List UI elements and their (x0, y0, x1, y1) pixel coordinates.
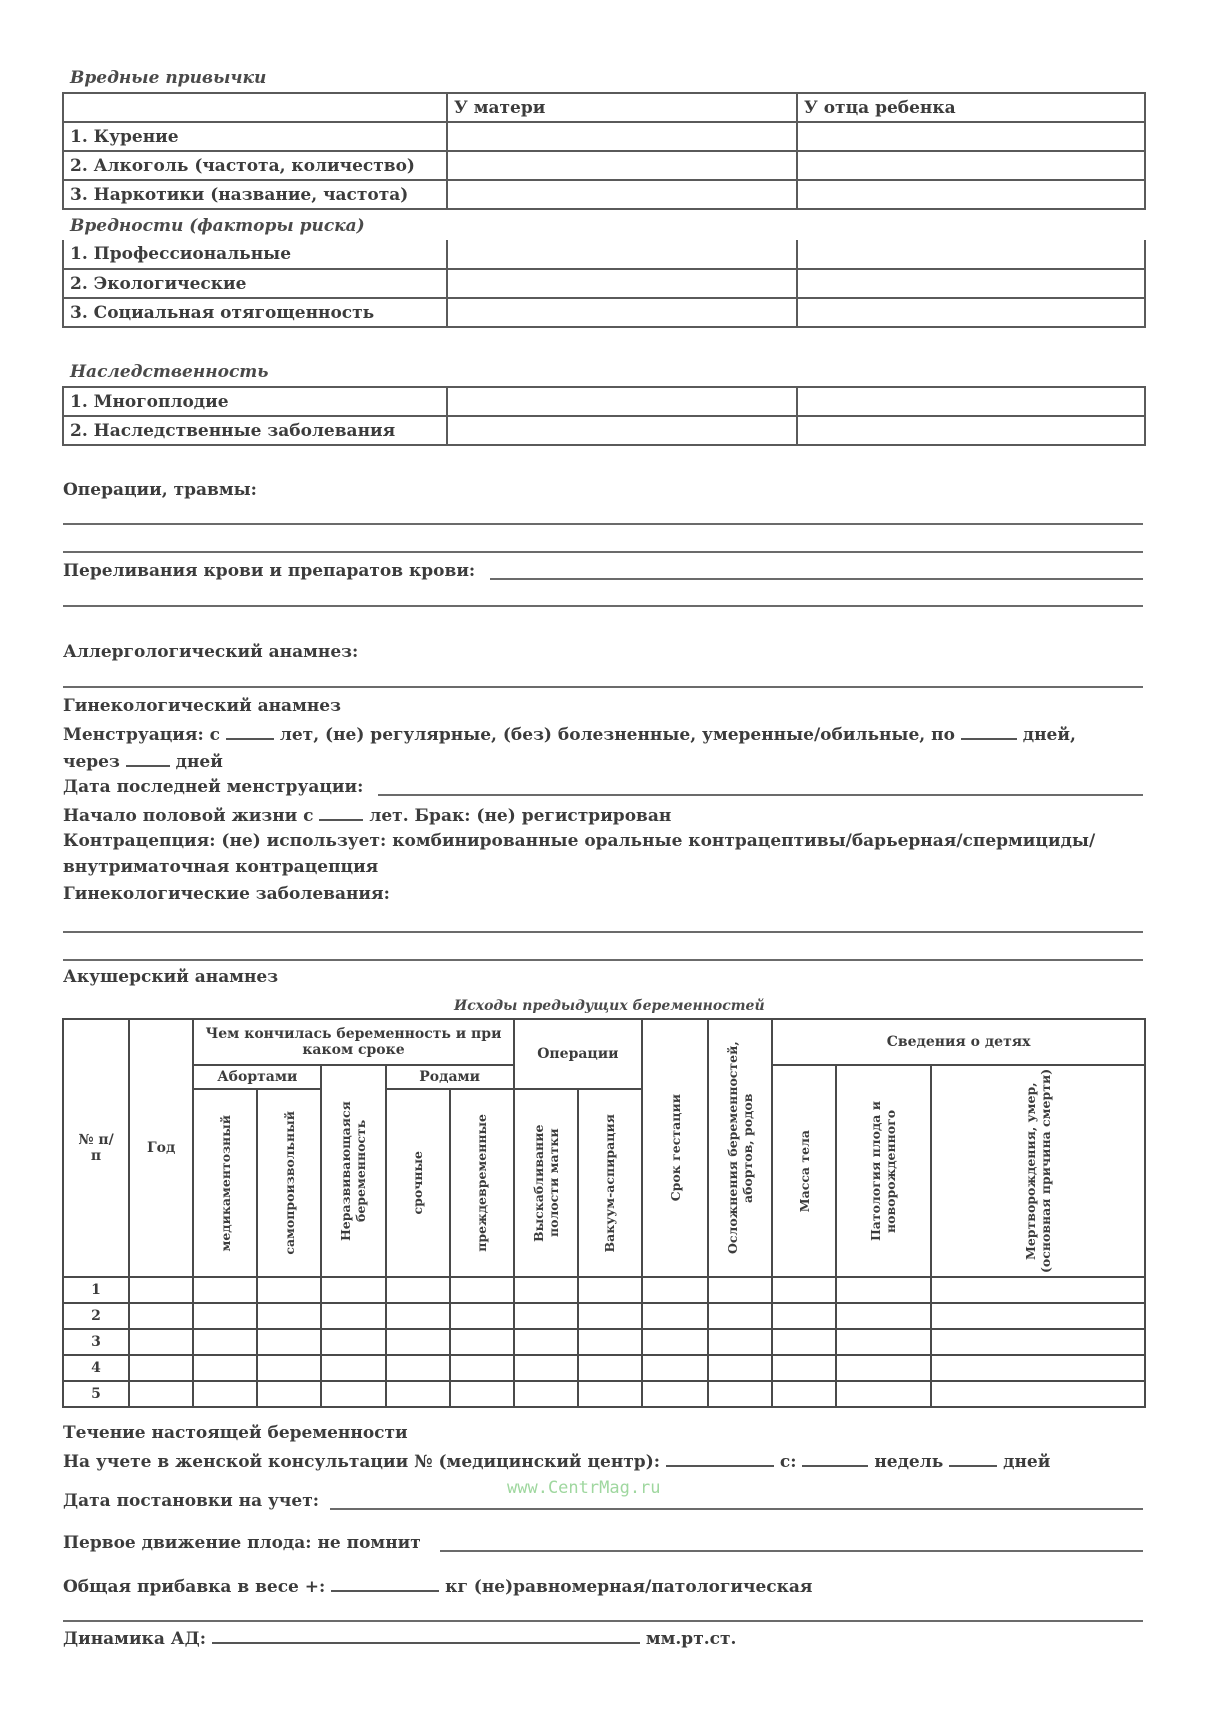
obstetric-table (62, 1018, 1146, 1408)
cell[interactable] (836, 1303, 930, 1329)
cell[interactable] (450, 1329, 514, 1355)
gynecological-diseases-line-2[interactable] (63, 959, 1143, 961)
header-gestation-text: Срок гестации (667, 1094, 683, 1202)
cell[interactable] (772, 1277, 836, 1303)
row-label: 2. Наследственные заболевания (63, 416, 447, 445)
cell[interactable] (514, 1303, 578, 1329)
row-number: 2 (63, 1303, 129, 1329)
header-vacuum (578, 1089, 642, 1277)
header-year: Год (129, 1019, 193, 1277)
cell[interactable] (129, 1381, 193, 1407)
header-cell-empty (63, 93, 447, 122)
marriage-label: лет. Брак: (не) регистрирован (369, 806, 672, 826)
mother-input-cell[interactable] (447, 240, 797, 269)
cell[interactable] (129, 1303, 193, 1329)
header-abortions: Абортами (193, 1065, 321, 1089)
table-row (63, 298, 1145, 327)
cell[interactable] (931, 1355, 1146, 1381)
bp-unit-label: мм.рт.ст. (645, 1629, 737, 1649)
father-input-cell[interactable] (797, 298, 1145, 327)
obstetric-table-caption: Исходы предыдущих беременностей (454, 998, 765, 1014)
menstruation-through-label: через (63, 752, 120, 772)
contraception-line-1: Контрацепция: (не) использует: комбинированные оральные контрацептивы/барьерная/спермициды/ (63, 831, 1096, 851)
cell[interactable] (321, 1277, 385, 1303)
transfusions-line-1[interactable] (490, 578, 1143, 580)
cell[interactable] (450, 1381, 514, 1407)
cell[interactable] (836, 1329, 930, 1355)
father-input-cell[interactable] (797, 269, 1145, 298)
header-term-text: срочные (410, 1151, 426, 1215)
cell[interactable] (129, 1329, 193, 1355)
father-input-cell[interactable] (797, 151, 1145, 180)
gynecological-diseases-line-1[interactable] (63, 931, 1143, 933)
sexual-life-label: Начало половой жизни с (63, 806, 314, 826)
header-births: Родами (386, 1065, 514, 1089)
cell[interactable] (578, 1303, 642, 1329)
header-curettage (514, 1089, 578, 1277)
cell[interactable] (321, 1381, 385, 1407)
cell[interactable] (129, 1355, 193, 1381)
cell[interactable] (772, 1381, 836, 1407)
cell[interactable] (257, 1381, 321, 1407)
weight-gain-field[interactable] (331, 1575, 439, 1592)
current-pregnancy-title: Течение настоящей беременности (63, 1423, 408, 1443)
weeks-field[interactable] (802, 1450, 868, 1467)
last-menstruation-field[interactable] (378, 794, 1143, 796)
bad-habits-title: Вредные привычки (70, 68, 267, 88)
row-number: 4 (63, 1355, 129, 1381)
header-complications (708, 1019, 772, 1277)
cell[interactable] (386, 1303, 450, 1329)
cell[interactable] (386, 1381, 450, 1407)
cell[interactable] (450, 1277, 514, 1303)
menstruation-cycle-line (63, 750, 223, 772)
cell[interactable] (386, 1277, 450, 1303)
header-spontaneous-text: самопроизвольный (281, 1111, 297, 1256)
header-number (63, 1019, 129, 1277)
first-movement-field[interactable] (440, 1550, 1143, 1552)
risk-factors-title: Вредности (факторы риска) (70, 216, 365, 236)
row-label: 1. Курение (63, 122, 447, 151)
cell[interactable] (514, 1355, 578, 1381)
heredity-table (62, 386, 1146, 446)
father-input-cell[interactable] (797, 416, 1145, 445)
header-complications-text: Осложнения беременностей, абортов, родов (725, 1041, 756, 1255)
cell[interactable] (193, 1381, 257, 1407)
cell[interactable] (772, 1329, 836, 1355)
father-input-cell[interactable] (797, 180, 1145, 209)
header-cell-father: У отца ребенка (797, 93, 1145, 122)
menstruation-duration-field[interactable] (961, 723, 1017, 740)
header-children: Сведения о детях (772, 1019, 1145, 1065)
header-weight (772, 1065, 836, 1277)
heredity-title: Наследственность (70, 362, 269, 382)
days-label: дней (1003, 1452, 1051, 1472)
table-row (63, 1355, 1145, 1381)
cell[interactable] (257, 1303, 321, 1329)
mother-input-cell[interactable] (447, 151, 797, 180)
cell[interactable] (386, 1329, 450, 1355)
first-movement-label: Первое движение плода: не помнит (63, 1533, 421, 1553)
cell[interactable] (257, 1329, 321, 1355)
row-label: 2. Экологические (63, 269, 447, 298)
table-row (63, 387, 1145, 416)
bp-line (63, 1627, 736, 1649)
cell[interactable] (642, 1355, 708, 1381)
row-label: 1. Профессиональные (63, 240, 447, 269)
table-row (63, 1381, 1145, 1407)
header-operations: Операции (514, 1019, 642, 1089)
header-preterm-text: преждевременные (474, 1114, 490, 1253)
menstruation-from-label: Менструация: с (63, 725, 221, 745)
weeks-label: недель (874, 1452, 944, 1472)
allergy-line[interactable] (63, 686, 1143, 688)
cell[interactable] (642, 1329, 708, 1355)
gynecological-diseases-label: Гинекологические заболевания: (63, 884, 390, 904)
cell[interactable] (321, 1329, 385, 1355)
weight-gain-type-label: кг (не)равномерная/патологическая (445, 1577, 813, 1597)
mother-input-cell[interactable] (447, 298, 797, 327)
row-number: 1 (63, 1277, 129, 1303)
table-header-row (63, 93, 1145, 122)
cell[interactable] (257, 1355, 321, 1381)
cell[interactable] (931, 1277, 1146, 1303)
cell[interactable] (129, 1277, 193, 1303)
cell[interactable] (708, 1355, 772, 1381)
header-gestation (642, 1019, 708, 1277)
table-row (63, 1329, 1145, 1355)
cell[interactable] (386, 1355, 450, 1381)
contraception-line-2: внутриматочная контрацепция (63, 857, 379, 877)
table-row (63, 269, 1145, 298)
row-number: 3 (63, 1329, 129, 1355)
table-row (63, 122, 1145, 151)
header-medical-text: медикаментозный (217, 1114, 233, 1252)
bp-field[interactable] (212, 1627, 640, 1644)
gynecological-title: Гинекологический анамнез (63, 696, 341, 716)
table-row (63, 416, 1145, 445)
father-input-cell[interactable] (797, 387, 1145, 416)
operations-label: Операции, травмы: (63, 480, 257, 500)
row-label: 2. Алкоголь (частота, количество) (63, 151, 447, 180)
transfusions-line-2[interactable] (63, 605, 1143, 607)
cell[interactable] (836, 1355, 930, 1381)
cell[interactable] (578, 1355, 642, 1381)
header-nondeveloping (321, 1065, 385, 1277)
header-nondeveloping-text: Неразвивающаяся беременность (338, 1101, 369, 1241)
menstruation-age-field[interactable] (226, 723, 274, 740)
cell[interactable] (931, 1303, 1146, 1329)
mother-input-cell[interactable] (447, 269, 797, 298)
header-term (386, 1089, 450, 1277)
cell[interactable] (193, 1355, 257, 1381)
cell[interactable] (708, 1277, 772, 1303)
allergy-label: Аллергологический анамнез: (63, 642, 359, 662)
cell[interactable] (450, 1303, 514, 1329)
cell[interactable] (836, 1277, 930, 1303)
header-medical (193, 1089, 257, 1277)
registration-label: На учете в женской консультации № (медицинский центр): (63, 1452, 661, 1472)
cell[interactable] (514, 1277, 578, 1303)
operations-line-2[interactable] (63, 551, 1143, 553)
header-stillbirth (931, 1065, 1146, 1277)
table-row (63, 180, 1145, 209)
risk-factors-table (62, 240, 1146, 328)
menstruation-description: лет, (не) регулярные, (без) болезненные, умеренные/обильные, по (279, 725, 955, 745)
cell[interactable] (450, 1355, 514, 1381)
weight-gain-line (63, 1575, 812, 1597)
row-label: 3. Наркотики (название, частота) (63, 180, 447, 209)
operations-line-1[interactable] (63, 523, 1143, 525)
cell[interactable] (642, 1381, 708, 1407)
cell[interactable] (772, 1303, 836, 1329)
header-cell-mother: У матери (447, 93, 797, 122)
cell[interactable] (514, 1381, 578, 1407)
cell[interactable] (578, 1329, 642, 1355)
header-number-text: № п/п (78, 1131, 114, 1164)
consultation-number-field[interactable] (666, 1450, 774, 1467)
cell[interactable] (708, 1381, 772, 1407)
cell[interactable] (321, 1355, 385, 1381)
cell[interactable] (642, 1277, 708, 1303)
menstruation-cycle-days-label: дней (175, 752, 223, 772)
weight-gain-label: Общая прибавка в весе +: (63, 1577, 326, 1597)
father-input-cell[interactable] (797, 240, 1145, 269)
mother-input-cell[interactable] (447, 122, 797, 151)
table-row (63, 240, 1145, 269)
menstruation-cycle-field[interactable] (126, 750, 170, 767)
table-row (63, 1303, 1145, 1329)
cell[interactable] (772, 1355, 836, 1381)
sexual-life-line (63, 804, 671, 826)
cell[interactable] (931, 1329, 1146, 1355)
mother-input-cell[interactable] (447, 416, 797, 445)
weight-gain-line-extra[interactable] (63, 1620, 1143, 1622)
cell[interactable] (193, 1303, 257, 1329)
cell[interactable] (708, 1303, 772, 1329)
since-label: с: (779, 1452, 797, 1472)
mother-input-cell[interactable] (447, 387, 797, 416)
cell[interactable] (321, 1303, 385, 1329)
last-menstruation-label: Дата последней менструации: (63, 777, 364, 797)
menstruation-days-label: дней, (1022, 725, 1076, 745)
registration-date-field[interactable] (330, 1508, 1143, 1510)
cell[interactable] (931, 1381, 1146, 1407)
days-field[interactable] (949, 1450, 997, 1467)
row-label: 3. Социальная отягощенность (63, 298, 447, 327)
cell[interactable] (642, 1303, 708, 1329)
cell[interactable] (578, 1277, 642, 1303)
header-spontaneous (257, 1089, 321, 1277)
header-stillbirth-text: Мертворождения, умер, (основная причина смерти) (1022, 1068, 1053, 1274)
cell[interactable] (193, 1277, 257, 1303)
cell[interactable] (708, 1329, 772, 1355)
cell[interactable] (193, 1329, 257, 1355)
table-row (63, 151, 1145, 180)
header-weight-text: Масса тела (796, 1129, 812, 1213)
mother-input-cell[interactable] (447, 180, 797, 209)
header-preterm (450, 1089, 514, 1277)
bp-label: Динамика АД: (63, 1629, 207, 1649)
cell[interactable] (836, 1381, 930, 1407)
row-label: 1. Многоплодие (63, 387, 447, 416)
cell[interactable] (257, 1277, 321, 1303)
obstetric-title: Акушерский анамнез (63, 967, 279, 987)
registration-date-label: Дата постановки на учет: (63, 1491, 320, 1511)
header-pathology (836, 1065, 930, 1277)
table-row (63, 1277, 1145, 1303)
father-input-cell[interactable] (797, 122, 1145, 151)
bad-habits-table (62, 92, 1146, 210)
watermark: www.CentrMag.ru (507, 1478, 661, 1498)
header-pregnancy-ended: Чем кончилась беременность и при каком сроке (193, 1019, 514, 1065)
cell[interactable] (514, 1329, 578, 1355)
header-pathology-text: Патология плода и новорожденного (868, 1101, 899, 1242)
row-number: 5 (63, 1381, 129, 1407)
header-curettage-text: Выскабливание полости матки (530, 1124, 561, 1242)
cell[interactable] (578, 1381, 642, 1407)
registration-line (63, 1450, 1050, 1472)
menstruation-line (63, 723, 1076, 745)
header-vacuum-text: Вакуум-аспирация (602, 1114, 618, 1253)
transfusions-label: Переливания крови и препаратов крови: (63, 561, 476, 581)
sexual-life-age-field[interactable] (319, 804, 363, 821)
